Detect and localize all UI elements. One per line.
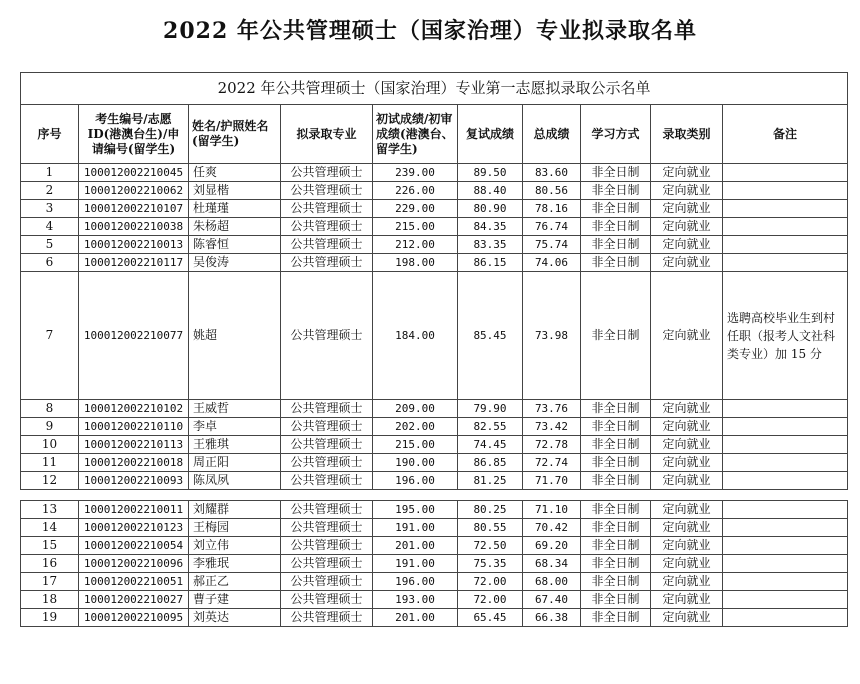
cell-total: 75.74 (523, 236, 581, 254)
header-note: 备注 (723, 105, 848, 164)
cell-retest: 86.15 (458, 254, 523, 272)
cell-prelim: 184.00 (373, 272, 458, 400)
cell-name: 刘立伟 (189, 537, 281, 555)
cell-seq: 12 (21, 472, 79, 490)
cell-note (723, 501, 848, 519)
cell-mode: 非全日制 (581, 454, 651, 472)
cell-major: 公共管理硕士 (281, 272, 373, 400)
table-body-c (21, 501, 848, 627)
cell-prelim: 202.00 (373, 418, 458, 436)
cell-id: 100012002210110 (79, 418, 189, 436)
cell-category: 定向就业 (651, 472, 723, 490)
cell-category: 定向就业 (651, 254, 723, 272)
cell-prelim: 215.00 (373, 218, 458, 236)
cell-mode: 非全日制 (581, 555, 651, 573)
cell-retest: 82.55 (458, 418, 523, 436)
header-seq: 序号 (21, 105, 79, 164)
header-id: 考生编号/志愿ID(港澳台生)/申请编号(留学生) (79, 105, 189, 164)
cell-name: 李卓 (189, 418, 281, 436)
cell-retest: 72.00 (458, 573, 523, 591)
cell-total: 66.38 (523, 609, 581, 627)
cell-category: 定向就业 (651, 400, 723, 418)
cell-mode: 非全日制 (581, 609, 651, 627)
cell-prelim: 195.00 (373, 501, 458, 519)
cell-major: 公共管理硕士 (281, 254, 373, 272)
cell-prelim: 196.00 (373, 573, 458, 591)
cell-prelim: 229.00 (373, 200, 458, 218)
cell-retest: 80.55 (458, 519, 523, 537)
cell-category: 定向就业 (651, 236, 723, 254)
cell-mode: 非全日制 (581, 418, 651, 436)
header-category: 录取类别 (651, 105, 723, 164)
cell-note (723, 519, 848, 537)
table-row (21, 573, 848, 591)
table-row (21, 272, 848, 400)
page-title: 2022 年公共管理硕士（国家治理）专业拟录取名单 (163, 18, 697, 44)
cell-total: 69.20 (523, 537, 581, 555)
cell-category: 定向就业 (651, 272, 723, 400)
table-row (21, 537, 848, 555)
cell-id: 100012002210107 (79, 200, 189, 218)
cell-mode: 非全日制 (581, 400, 651, 418)
cell-prelim: 226.00 (373, 182, 458, 200)
cell-retest: 65.45 (458, 609, 523, 627)
cell-prelim: 198.00 (373, 254, 458, 272)
cell-total: 72.74 (523, 454, 581, 472)
header-name: 姓名/护照姓名(留学生) (189, 105, 281, 164)
table-row (21, 472, 848, 490)
header-mode: 学习方式 (581, 105, 651, 164)
cell-retest: 80.25 (458, 501, 523, 519)
cell-name: 郝正乙 (189, 573, 281, 591)
cell-seq: 15 (21, 537, 79, 555)
cell-note (723, 454, 848, 472)
table-row (21, 501, 848, 519)
cell-seq: 13 (21, 501, 79, 519)
table-row (21, 400, 848, 418)
cell-retest: 74.45 (458, 436, 523, 454)
cell-major: 公共管理硕士 (281, 555, 373, 573)
cell-category: 定向就业 (651, 519, 723, 537)
cell-retest: 85.45 (458, 272, 523, 400)
table-row (21, 164, 848, 182)
table-title: 2022 年公共管理硕士（国家治理）专业第一志愿拟录取公示名单 (21, 73, 848, 105)
cell-seq: 9 (21, 418, 79, 436)
header-prelim: 初试成绩/初审成绩(港澳台、留学生) (373, 105, 458, 164)
cell-retest: 75.35 (458, 555, 523, 573)
cell-seq: 7 (21, 272, 79, 400)
cell-mode: 非全日制 (581, 182, 651, 200)
cell-id: 100012002210011 (79, 501, 189, 519)
cell-total: 72.78 (523, 436, 581, 454)
cell-id: 100012002210113 (79, 436, 189, 454)
cell-seq: 18 (21, 591, 79, 609)
table-row (21, 519, 848, 537)
cell-id: 100012002210096 (79, 555, 189, 573)
table-body-b (21, 400, 848, 490)
cell-prelim: 239.00 (373, 164, 458, 182)
cell-major: 公共管理硕士 (281, 573, 373, 591)
cell-retest: 72.50 (458, 537, 523, 555)
cell-seq: 3 (21, 200, 79, 218)
cell-prelim: 191.00 (373, 519, 458, 537)
cell-seq: 17 (21, 573, 79, 591)
cell-retest: 79.90 (458, 400, 523, 418)
cell-id: 100012002210123 (79, 519, 189, 537)
cell-name: 朱杨超 (189, 218, 281, 236)
admission-table (20, 72, 848, 627)
cell-note (723, 218, 848, 236)
cell-mode: 非全日制 (581, 218, 651, 236)
cell-name: 刘英达 (189, 609, 281, 627)
cell-note (723, 164, 848, 182)
cell-seq: 11 (21, 454, 79, 472)
cell-name: 陈睿恒 (189, 236, 281, 254)
cell-total: 74.06 (523, 254, 581, 272)
table-row (21, 454, 848, 472)
cell-category: 定向就业 (651, 200, 723, 218)
cell-total: 76.74 (523, 218, 581, 236)
cell-major: 公共管理硕士 (281, 200, 373, 218)
cell-seq: 16 (21, 555, 79, 573)
cell-major: 公共管理硕士 (281, 418, 373, 436)
cell-prelim: 193.00 (373, 591, 458, 609)
cell-category: 定向就业 (651, 454, 723, 472)
cell-total: 68.00 (523, 573, 581, 591)
cell-note (723, 573, 848, 591)
cell-major: 公共管理硕士 (281, 218, 373, 236)
cell-id: 100012002210018 (79, 454, 189, 472)
cell-name: 李雅珉 (189, 555, 281, 573)
cell-category: 定向就业 (651, 218, 723, 236)
table-row (21, 182, 848, 200)
cell-name: 任爽 (189, 164, 281, 182)
cell-prelim: 209.00 (373, 400, 458, 418)
cell-note (723, 537, 848, 555)
cell-category: 定向就业 (651, 164, 723, 182)
cell-category: 定向就业 (651, 537, 723, 555)
cell-note (723, 200, 848, 218)
cell-total: 71.10 (523, 501, 581, 519)
cell-total: 71.70 (523, 472, 581, 490)
cell-category: 定向就业 (651, 436, 723, 454)
cell-id: 100012002210117 (79, 254, 189, 272)
cell-mode: 非全日制 (581, 591, 651, 609)
table-row (21, 200, 848, 218)
cell-major: 公共管理硕士 (281, 609, 373, 627)
cell-retest: 84.35 (458, 218, 523, 236)
cell-seq: 1 (21, 164, 79, 182)
table-body-a (21, 164, 848, 272)
cell-mode: 非全日制 (581, 537, 651, 555)
cell-seq: 2 (21, 182, 79, 200)
cell-seq: 19 (21, 609, 79, 627)
cell-note (723, 555, 848, 573)
cell-note (723, 182, 848, 200)
cell-total: 80.56 (523, 182, 581, 200)
cell-prelim: 191.00 (373, 555, 458, 573)
cell-name: 姚超 (189, 272, 281, 400)
cell-major: 公共管理硕士 (281, 454, 373, 472)
gap-cell (21, 490, 848, 501)
cell-major: 公共管理硕士 (281, 472, 373, 490)
cell-total: 78.16 (523, 200, 581, 218)
cell-id: 100012002210054 (79, 537, 189, 555)
cell-id: 100012002210062 (79, 182, 189, 200)
cell-category: 定向就业 (651, 182, 723, 200)
table-row (21, 609, 848, 627)
section-gap (21, 490, 848, 501)
cell-mode: 非全日制 (581, 519, 651, 537)
cell-category: 定向就业 (651, 573, 723, 591)
cell-major: 公共管理硕士 (281, 537, 373, 555)
cell-prelim: 190.00 (373, 454, 458, 472)
cell-major: 公共管理硕士 (281, 182, 373, 200)
cell-category: 定向就业 (651, 591, 723, 609)
cell-name: 曹子建 (189, 591, 281, 609)
cell-id: 100012002210013 (79, 236, 189, 254)
cell-mode: 非全日制 (581, 573, 651, 591)
cell-seq: 6 (21, 254, 79, 272)
cell-total: 68.34 (523, 555, 581, 573)
cell-note (723, 400, 848, 418)
cell-seq: 5 (21, 236, 79, 254)
cell-name: 刘显楷 (189, 182, 281, 200)
cell-retest: 72.00 (458, 591, 523, 609)
cell-note (723, 418, 848, 436)
cell-id: 100012002210027 (79, 591, 189, 609)
cell-mode: 非全日制 (581, 164, 651, 182)
header-major: 拟录取专业 (281, 105, 373, 164)
cell-id: 100012002210102 (79, 400, 189, 418)
cell-note (723, 236, 848, 254)
cell-note: 选聘高校毕业生到村任职（报考人文社科类专业）加 15 分 (723, 272, 848, 400)
cell-category: 定向就业 (651, 501, 723, 519)
cell-id: 100012002210077 (79, 272, 189, 400)
table-body-row7 (21, 272, 848, 400)
admission-table-container (20, 72, 847, 627)
cell-major: 公共管理硕士 (281, 236, 373, 254)
cell-seq: 4 (21, 218, 79, 236)
table-row (21, 436, 848, 454)
cell-name: 王梅园 (189, 519, 281, 537)
cell-total: 67.40 (523, 591, 581, 609)
cell-seq: 14 (21, 519, 79, 537)
cell-major: 公共管理硕士 (281, 501, 373, 519)
cell-retest: 83.35 (458, 236, 523, 254)
cell-category: 定向就业 (651, 609, 723, 627)
cell-name: 杜瑾瑾 (189, 200, 281, 218)
cell-name: 王威哲 (189, 400, 281, 418)
table-row (21, 218, 848, 236)
cell-mode: 非全日制 (581, 272, 651, 400)
cell-mode: 非全日制 (581, 254, 651, 272)
table-row (21, 555, 848, 573)
cell-retest: 89.50 (458, 164, 523, 182)
cell-major: 公共管理硕士 (281, 164, 373, 182)
cell-prelim: 196.00 (373, 472, 458, 490)
cell-name: 王雅琪 (189, 436, 281, 454)
cell-total: 73.98 (523, 272, 581, 400)
header-retest: 复试成绩 (458, 105, 523, 164)
cell-id: 100012002210093 (79, 472, 189, 490)
table-row (21, 418, 848, 436)
cell-major: 公共管理硕士 (281, 436, 373, 454)
cell-retest: 86.85 (458, 454, 523, 472)
cell-retest: 81.25 (458, 472, 523, 490)
cell-note (723, 591, 848, 609)
cell-name: 陈凤夙 (189, 472, 281, 490)
cell-category: 定向就业 (651, 418, 723, 436)
cell-note (723, 472, 848, 490)
header-row (21, 105, 848, 164)
cell-note (723, 254, 848, 272)
cell-major: 公共管理硕士 (281, 591, 373, 609)
cell-mode: 非全日制 (581, 436, 651, 454)
cell-major: 公共管理硕士 (281, 519, 373, 537)
cell-prelim: 201.00 (373, 537, 458, 555)
cell-total: 70.42 (523, 519, 581, 537)
cell-total: 73.76 (523, 400, 581, 418)
cell-total: 83.60 (523, 164, 581, 182)
table-gap (21, 490, 848, 501)
cell-mode: 非全日制 (581, 236, 651, 254)
cell-id: 100012002210038 (79, 218, 189, 236)
table-row (21, 591, 848, 609)
cell-prelim: 212.00 (373, 236, 458, 254)
cell-id: 100012002210051 (79, 573, 189, 591)
cell-seq: 10 (21, 436, 79, 454)
cell-prelim: 201.00 (373, 609, 458, 627)
cell-id: 100012002210095 (79, 609, 189, 627)
cell-mode: 非全日制 (581, 200, 651, 218)
cell-major: 公共管理硕士 (281, 400, 373, 418)
cell-name: 周正阳 (189, 454, 281, 472)
cell-name: 吴俊涛 (189, 254, 281, 272)
cell-mode: 非全日制 (581, 472, 651, 490)
table-row (21, 254, 848, 272)
cell-name: 刘耀群 (189, 501, 281, 519)
cell-retest: 88.40 (458, 182, 523, 200)
cell-retest: 80.90 (458, 200, 523, 218)
cell-mode: 非全日制 (581, 501, 651, 519)
header-total: 总成绩 (523, 105, 581, 164)
cell-prelim: 215.00 (373, 436, 458, 454)
cell-category: 定向就业 (651, 555, 723, 573)
cell-seq: 8 (21, 400, 79, 418)
cell-total: 73.42 (523, 418, 581, 436)
cell-id: 100012002210045 (79, 164, 189, 182)
cell-note (723, 609, 848, 627)
table-row (21, 236, 848, 254)
cell-note (723, 436, 848, 454)
